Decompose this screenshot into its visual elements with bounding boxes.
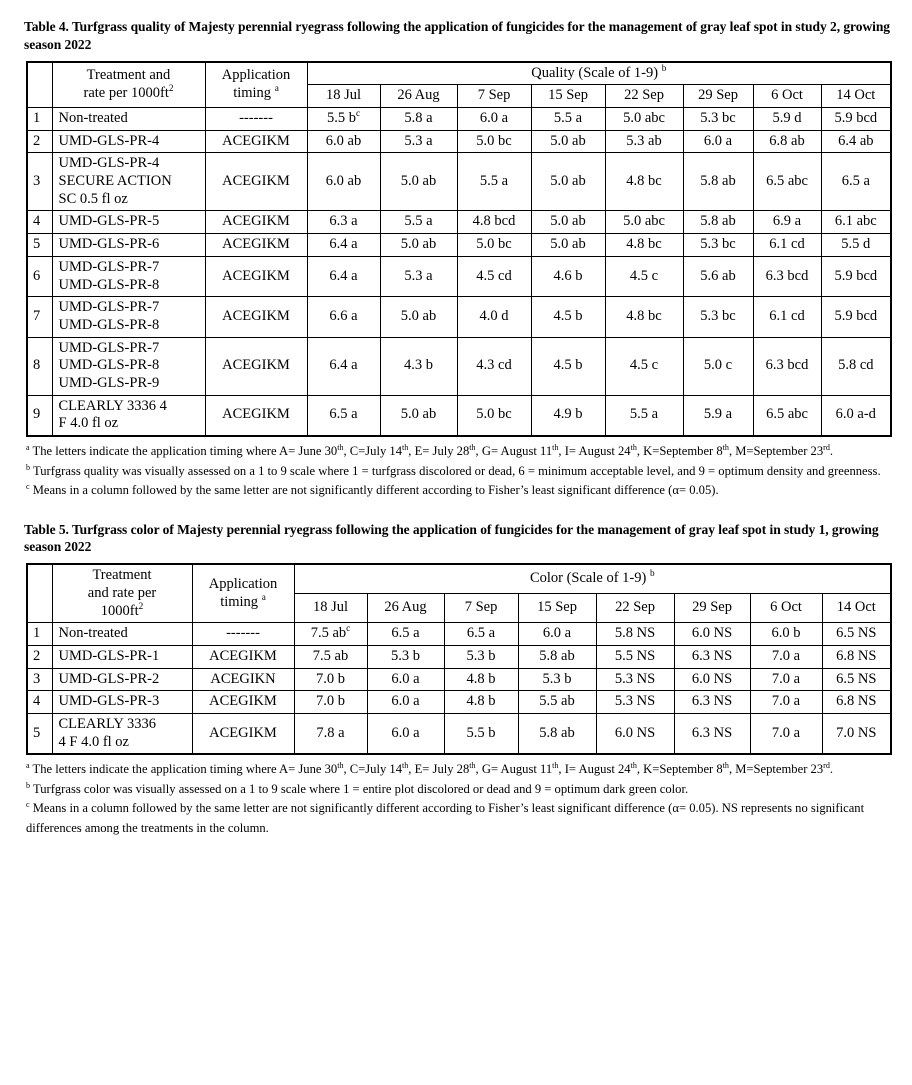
t4-row-7-value-3: 4.5 b <box>531 297 605 337</box>
t4-header-date-5: 29 Sep <box>683 85 753 108</box>
t4-row-3-value-0: 6.0 ab <box>307 153 380 211</box>
table-row <box>27 623 891 646</box>
t4-row-2-value-1: 5.3 a <box>380 130 457 153</box>
t5-row-4-value-1: 6.0 a <box>367 691 444 714</box>
t4-row-2-value-0: 6.0 ab <box>307 130 380 153</box>
t5-row-3-treatment <box>52 668 192 691</box>
table-row <box>27 256 891 296</box>
t4-row-2-value-3: 5.0 ab <box>531 130 605 153</box>
t4-row-9-timing: ACEGIKM <box>205 395 307 436</box>
treatment-line: UMD-GLS-PR-1 <box>58 647 160 664</box>
table-row <box>27 337 891 395</box>
t5-header-color-sup: b <box>649 569 655 580</box>
t4-row-9-value-7: 6.0 a-d <box>821 395 891 436</box>
t4-row-1-value-0: 5.5 $b^c$ <box>307 108 380 131</box>
t5-header-date-6: 6 Oct <box>750 594 822 623</box>
t5-row-4-value-3: 5.5 ab <box>518 691 596 714</box>
t4-row-1-timing: ------- <box>205 108 307 131</box>
t5-row-4-number: 4 <box>27 691 52 714</box>
t4-row-6-treatment <box>52 256 205 296</box>
t5-header-treatment-line1: Treatment <box>92 567 152 584</box>
t4-row-6-value-7: 5.9 bcd <box>821 256 891 296</box>
t4-header-application <box>205 62 307 108</box>
t4-row-5-number: 5 <box>27 234 52 257</box>
footnote-marker: b <box>26 780 31 790</box>
footnote-marker: c <box>26 481 30 491</box>
ordinal-suffix: th <box>630 442 637 452</box>
t4-row-4-value-7: 6.1 abc <box>821 211 891 234</box>
t5-row-2-value-2: 5.3 b <box>444 645 518 668</box>
t4-row-8-treatment <box>52 337 205 395</box>
t4-row-7-treatment <box>52 297 205 337</box>
t4-row-4-timing: ACEGIKM <box>205 211 307 234</box>
t5-row-4-value-5: 6.3 NS <box>674 691 750 714</box>
t4-row-3-value-7: 6.5 a <box>821 153 891 211</box>
t4-header-date-3: 15 Sep <box>531 85 605 108</box>
t4-row-6-timing: ACEGIKM <box>205 256 307 296</box>
t4-row-3-value-4: 4.8 bc <box>605 153 683 211</box>
t5-row-3-value-5: 6.0 NS <box>674 668 750 691</box>
treatment-line: UMD-GLS-PR-8 <box>58 316 160 333</box>
t5-row-5-value-1: 6.0 a <box>367 713 444 754</box>
t5-row-4-value-6: 7.0 a <box>750 691 822 714</box>
t4-header-date-0: 18 Jul <box>307 85 380 108</box>
t4-header-treatment-line2: rate per 1000ft <box>83 84 169 101</box>
ordinal-suffix: th <box>337 761 344 771</box>
t5-row-5-treatment <box>52 713 192 754</box>
footnote-marker: c <box>346 624 351 635</box>
t5-row-2-timing: ACEGIKM <box>192 645 294 668</box>
treatment-line: Non-treated <box>58 625 128 642</box>
t5-header-date-0: 18 Jul <box>294 594 367 623</box>
t5-row-2-number: 2 <box>27 645 52 668</box>
t5-row-5-value-7: 7.0 NS <box>822 713 891 754</box>
t5-row-4-timing: ACEGIKM <box>192 691 294 714</box>
t4-row-3-value-2: 5.5 a <box>457 153 531 211</box>
t5-row-1-value-3: 6.0 a <box>518 623 596 646</box>
t4-row-8-timing: ACEGIKM <box>205 337 307 395</box>
ordinal-suffix: th <box>469 442 476 452</box>
table-row <box>27 153 891 211</box>
t4-row-4-value-2: 4.8 bcd <box>457 211 531 234</box>
t5-row-2-value-4: 5.5 NS <box>596 645 674 668</box>
t4-row-7-value-7: 5.9 bcd <box>821 297 891 337</box>
t4-footnote-c: $^c$ Means in a column followed by the same letter are not significantly different according to Fisher’s least significant difference (α= 0.05). <box>26 481 719 498</box>
t4-row-5-treatment <box>52 234 205 257</box>
t4-row-2-value-5: 6.0 a <box>683 130 753 153</box>
ordinal-suffix: th <box>402 761 409 771</box>
treatment-line: UMD-GLS-PR-4 <box>58 132 160 149</box>
t5-row-1-value-0: 7.5 $ab^c$ <box>294 623 367 646</box>
treatment-line: SC 0.5 fl oz <box>58 190 128 207</box>
t4-row-5-value-3: 5.0 ab <box>531 234 605 257</box>
ordinal-suffix: th <box>552 442 559 452</box>
t4-header-treatment-line1: Treatment and <box>86 67 171 84</box>
t4-header-date-2: 7 Sep <box>457 85 531 108</box>
ordinal-suffix: th <box>722 442 729 452</box>
footnote-marker: b <box>26 462 31 472</box>
t4-header-treatment <box>52 62 205 108</box>
t5-header-date-1: 26 Aug <box>367 594 444 623</box>
t4-row-2-timing: ACEGIKM <box>205 130 307 153</box>
t4-row-1-number: 1 <box>27 108 52 131</box>
t5-header-rownum <box>27 564 52 623</box>
t5-header-application-sup: a <box>261 592 266 603</box>
t5-row-5-value-5: 6.3 NS <box>674 713 750 754</box>
treatment-line: UMD-GLS-PR-7 <box>58 258 160 275</box>
t4-row-5-value-1: 5.0 ab <box>380 234 457 257</box>
t5-row-1-value-7: 6.5 NS <box>822 623 891 646</box>
t5-header-treatment-line2: and rate per <box>87 584 157 601</box>
t4-row-2-value-2: 5.0 bc <box>457 130 531 153</box>
footnote-marker: a <box>26 761 30 771</box>
table-row <box>27 691 891 714</box>
t4-row-9-value-5: 5.9 a <box>683 395 753 436</box>
treatment-line: UMD-GLS-PR-2 <box>58 670 160 687</box>
t5-header-application-line2: timing <box>220 593 259 610</box>
ordinal-suffix: th <box>337 442 344 452</box>
t5-row-3-value-6: 7.0 a <box>750 668 822 691</box>
table-4-block <box>24 18 890 501</box>
table-4-header-row-1 <box>27 62 891 85</box>
t5-row-3-value-3: 5.3 b <box>518 668 596 691</box>
t5-row-5-value-4: 6.0 NS <box>596 713 674 754</box>
t4-footnote-b: $^b$ Turfgrass quality was visually assessed on a 1 to 9 scale where 1 = turfgrass discolored or dead, 6 = minimum acceptable level, and 9 = optimum density and greenness. <box>26 462 881 478</box>
t4-row-6-number: 6 <box>27 256 52 296</box>
treatment-line: UMD-GLS-PR-6 <box>58 236 160 253</box>
table-row <box>27 130 891 153</box>
footnote-marker: c <box>355 109 361 120</box>
t4-row-3-value-6: 6.5 abc <box>753 153 821 211</box>
t4-row-8-value-6: 6.3 bcd <box>753 337 821 395</box>
t4-row-9-value-4: 5.5 a <box>605 395 683 436</box>
t4-header-date-1: 26 Aug <box>380 85 457 108</box>
t4-row-5-value-2: 5.0 bc <box>457 234 531 257</box>
t4-row-9-value-6: 6.5 abc <box>753 395 821 436</box>
t5-row-5-value-2: 5.5 b <box>444 713 518 754</box>
t5-header-treatment-line3: 1000ft <box>100 602 139 619</box>
t4-header-date-6: 6 Oct <box>753 85 821 108</box>
t5-row-2-value-6: 7.0 a <box>750 645 822 668</box>
t5-row-3-value-4: 5.3 NS <box>596 668 674 691</box>
t5-footnote-b: $^b$ Turfgrass color was visually assessed on a 1 to 9 scale where 1 = entire plot discolored or dead and 9 = optimum dark green color. <box>26 780 689 796</box>
t4-row-1-treatment <box>52 108 205 131</box>
t4-row-9-value-0: 6.5 a <box>307 395 380 436</box>
t4-row-7-timing: ACEGIKM <box>205 297 307 337</box>
t4-row-1-value-7: 5.9 bcd <box>821 108 891 131</box>
t5-row-1-timing: ------- <box>192 623 294 646</box>
t4-row-6-value-2: 4.5 cd <box>457 256 531 296</box>
t5-row-2-value-7: 6.8 NS <box>822 645 891 668</box>
t5-row-4-value-2: 4.8 b <box>444 691 518 714</box>
t4-row-7-value-0: 6.6 a <box>307 297 380 337</box>
t5-header-date-4: 22 Sep <box>596 594 674 623</box>
table-5 <box>26 563 892 755</box>
t5-footnote-c: $^c$ Means in a column followed by the same letter are not significantly different according to Fisher’s least significant difference (α= 0.05). NS represents no significant differences among the treatments in the column. <box>26 800 865 835</box>
t4-row-4-value-4: 5.0 abc <box>605 211 683 234</box>
t4-row-9-value-2: 5.0 bc <box>457 395 531 436</box>
table-4-head <box>27 62 891 108</box>
t5-row-2-value-1: 5.3 b <box>367 645 444 668</box>
t4-row-5-value-7: 5.5 d <box>821 234 891 257</box>
table-4-caption: Table 4. Turfgrass quality of Majesty perennial ryegrass following the application of fungicides for the management of gray leaf spot in study 2, growing season 2022 <box>24 19 890 52</box>
t4-row-9-treatment <box>52 395 205 436</box>
table-row <box>27 645 891 668</box>
t5-header-application <box>192 564 294 623</box>
t4-row-4-number: 4 <box>27 211 52 234</box>
t4-row-7-value-5: 5.3 bc <box>683 297 753 337</box>
table-row <box>27 668 891 691</box>
t4-row-4-value-6: 6.9 a <box>753 211 821 234</box>
t4-row-5-value-5: 5.3 bc <box>683 234 753 257</box>
t4-row-8-value-5: 5.0 c <box>683 337 753 395</box>
table-row <box>27 395 891 436</box>
t4-header-rownum <box>27 62 52 108</box>
table-5-header-row-1 <box>27 564 891 594</box>
t4-row-6-value-1: 5.3 a <box>380 256 457 296</box>
table-row <box>27 297 891 337</box>
t4-row-3-value-5: 5.8 ab <box>683 153 753 211</box>
t4-row-5-value-6: 6.1 cd <box>753 234 821 257</box>
t4-row-6-value-4: 4.5 c <box>605 256 683 296</box>
t4-row-1-value-1: 5.8 a <box>380 108 457 131</box>
t5-row-2-value-5: 6.3 NS <box>674 645 750 668</box>
t4-header-quality-group <box>307 62 891 85</box>
t4-row-9-value-3: 4.9 b <box>531 395 605 436</box>
treatment-line: SECURE ACTION <box>58 173 172 190</box>
table-5-footnotes <box>26 760 892 838</box>
t5-row-2-value-3: 5.8 ab <box>518 645 596 668</box>
t4-row-1-value-2: 6.0 a <box>457 108 531 131</box>
t5-footnote-a: $^a$ The letters indicate the application timing where A= June 30th, C=July 14th, E= July 28th, G= August 11th, I= August 24th, K=September 8th, M=September 23rd. <box>26 761 833 777</box>
t5-row-4-treatment <box>52 691 192 714</box>
t4-row-5-value-4: 4.8 bc <box>605 234 683 257</box>
t5-row-2-treatment <box>52 645 192 668</box>
t5-row-5-value-0: 7.8 a <box>294 713 367 754</box>
t5-header-color-label: Color (Scale of 1-9) <box>529 570 647 587</box>
table-row <box>27 211 891 234</box>
t4-row-9-value-1: 5.0 ab <box>380 395 457 436</box>
t4-row-2-value-4: 5.3 ab <box>605 130 683 153</box>
t5-row-1-treatment <box>52 623 192 646</box>
t4-row-7-value-6: 6.1 cd <box>753 297 821 337</box>
ordinal-suffix: th <box>402 442 409 452</box>
t4-row-5-timing: ACEGIKM <box>205 234 307 257</box>
t4-row-6-value-0: 6.4 a <box>307 256 380 296</box>
table-4-footnotes <box>26 442 892 501</box>
t5-row-3-value-0: 7.0 b <box>294 668 367 691</box>
t4-header-application-sup: a <box>274 83 279 94</box>
t4-row-3-number: 3 <box>27 153 52 211</box>
table-row <box>27 713 891 754</box>
t5-row-3-number: 3 <box>27 668 52 691</box>
table-5-caption: Table 5. Turfgrass color of Majesty perennial ryegrass following the application of fungicides for the management of gray leaf spot in study 1, growing season 2022 <box>24 521 879 555</box>
treatment-line: UMD-GLS-PR-8 <box>58 357 160 374</box>
treatment-line: F 4.0 fl oz <box>58 415 119 432</box>
t5-row-4-value-0: 7.0 b <box>294 691 367 714</box>
t4-row-4-treatment <box>52 211 205 234</box>
table-5-head <box>27 564 891 623</box>
t4-row-4-value-1: 5.5 a <box>380 211 457 234</box>
t4-header-application-line1: Application <box>221 67 291 84</box>
treatment-line: UMD-GLS-PR-8 <box>58 276 160 293</box>
t4-header-date-4: 22 Sep <box>605 85 683 108</box>
ordinal-suffix: th <box>552 761 559 771</box>
t4-row-8-value-2: 4.3 cd <box>457 337 531 395</box>
t4-header-quality-sup: b <box>661 63 667 74</box>
t5-row-1-value-2: 6.5 a <box>444 623 518 646</box>
t5-header-date-5: 29 Sep <box>674 594 750 623</box>
treatment-line: UMD-GLS-PR-5 <box>58 213 160 230</box>
t4-row-1-value-5: 5.3 bc <box>683 108 753 131</box>
t5-row-4-value-7: 6.8 NS <box>822 691 891 714</box>
t5-header-treatment-sup: 2 <box>138 601 144 612</box>
t4-header-application-line2: timing <box>233 84 272 101</box>
t5-row-1-value-5: 6.0 NS <box>674 623 750 646</box>
t4-row-9-number: 9 <box>27 395 52 436</box>
ordinal-suffix: rd <box>823 442 830 452</box>
t4-row-4-value-3: 5.0 ab <box>531 211 605 234</box>
treatment-line: UMD-GLS-PR-4 <box>58 155 160 172</box>
t4-row-2-treatment <box>52 130 205 153</box>
t5-row-1-value-6: 6.0 b <box>750 623 822 646</box>
t4-row-1-value-4: 5.0 abc <box>605 108 683 131</box>
t4-row-7-value-2: 4.0 d <box>457 297 531 337</box>
ordinal-suffix: rd <box>823 761 830 771</box>
t4-row-1-value-6: 5.9 d <box>753 108 821 131</box>
t4-row-2-value-6: 6.8 ab <box>753 130 821 153</box>
t4-row-3-timing: ACEGIKM <box>205 153 307 211</box>
t4-row-1-value-3: 5.5 a <box>531 108 605 131</box>
t5-row-5-value-6: 7.0 a <box>750 713 822 754</box>
t5-row-5-timing: ACEGIKM <box>192 713 294 754</box>
t4-row-8-value-1: 4.3 b <box>380 337 457 395</box>
t4-row-6-value-5: 5.6 ab <box>683 256 753 296</box>
t4-row-5-value-0: 6.4 a <box>307 234 380 257</box>
t4-row-8-value-0: 6.4 a <box>307 337 380 395</box>
t4-row-7-value-4: 4.8 bc <box>605 297 683 337</box>
t5-header-treatment <box>52 564 192 623</box>
t5-row-2-value-0: 7.5 ab <box>294 645 367 668</box>
t5-header-application-line1: Application <box>208 576 278 593</box>
t5-header-date-3: 15 Sep <box>518 594 596 623</box>
treatment-line: CLEARLY 3336 <box>58 715 156 732</box>
t5-header-color-group <box>294 564 891 594</box>
t5-row-1-number: 1 <box>27 623 52 646</box>
t4-row-3-treatment <box>52 153 205 211</box>
treatment-line: UMD-GLS-PR-7 <box>58 339 160 356</box>
treatment-line: 4 F 4.0 fl oz <box>58 733 129 750</box>
t4-row-8-value-7: 5.8 cd <box>821 337 891 395</box>
t5-row-5-number: 5 <box>27 713 52 754</box>
t4-row-3-value-1: 5.0 ab <box>380 153 457 211</box>
table-4-body <box>27 108 891 437</box>
t4-row-8-value-3: 4.5 b <box>531 337 605 395</box>
t4-header-date-7: 14 Oct <box>821 85 891 108</box>
footnote-marker: a <box>26 442 30 452</box>
t5-row-3-value-2: 4.8 b <box>444 668 518 691</box>
t4-row-8-value-4: 4.5 c <box>605 337 683 395</box>
table-5-block <box>24 521 890 839</box>
treatment-line: UMD-GLS-PR-7 <box>58 299 160 316</box>
t4-row-6-value-6: 6.3 bcd <box>753 256 821 296</box>
t4-row-7-number: 7 <box>27 297 52 337</box>
t4-row-4-value-5: 5.8 ab <box>683 211 753 234</box>
section-spacer <box>24 501 890 521</box>
t5-row-1-value-4: 5.8 NS <box>596 623 674 646</box>
ordinal-suffix: th <box>469 761 476 771</box>
t5-header-date-2: 7 Sep <box>444 594 518 623</box>
t4-footnote-a: $^a$ The letters indicate the application timing where A= June 30th, C=July 14th, E= July 28th, G= August 11th, I= August 24th, K=September 8th, M=September 23rd. <box>26 442 833 458</box>
t5-row-5-value-3: 5.8 ab <box>518 713 596 754</box>
t5-row-3-value-1: 6.0 a <box>367 668 444 691</box>
t4-row-8-number: 8 <box>27 337 52 395</box>
treatment-line: UMD-GLS-PR-3 <box>58 693 160 710</box>
t4-row-6-value-3: 4.6 b <box>531 256 605 296</box>
treatment-line: Non-treated <box>58 110 128 126</box>
t5-row-3-timing: ACEGIKN <box>192 668 294 691</box>
t5-row-4-value-4: 5.3 NS <box>596 691 674 714</box>
ordinal-suffix: th <box>722 761 729 771</box>
t4-row-2-value-7: 6.4 ab <box>821 130 891 153</box>
t4-row-7-value-1: 5.0 ab <box>380 297 457 337</box>
ordinal-suffix: th <box>630 761 637 771</box>
t4-row-3-value-3: 5.0 ab <box>531 153 605 211</box>
t5-row-3-value-7: 6.5 NS <box>822 668 891 691</box>
treatment-line: CLEARLY 3336 4 <box>58 397 167 414</box>
t4-header-treatment-sup: 2 <box>168 83 174 94</box>
table-4 <box>26 61 892 437</box>
treatment-line: UMD-GLS-PR-9 <box>58 374 160 391</box>
t4-row-4-value-0: 6.3 a <box>307 211 380 234</box>
t5-header-date-7: 14 Oct <box>822 594 891 623</box>
table-5-body <box>27 623 891 755</box>
footnote-marker: c <box>26 800 30 810</box>
t4-row-2-number: 2 <box>27 130 52 153</box>
table-row <box>27 108 891 131</box>
table-row <box>27 234 891 257</box>
t5-row-1-value-1: 6.5 a <box>367 623 444 646</box>
t4-header-quality-label: Quality (Scale of 1-9) <box>531 64 659 81</box>
